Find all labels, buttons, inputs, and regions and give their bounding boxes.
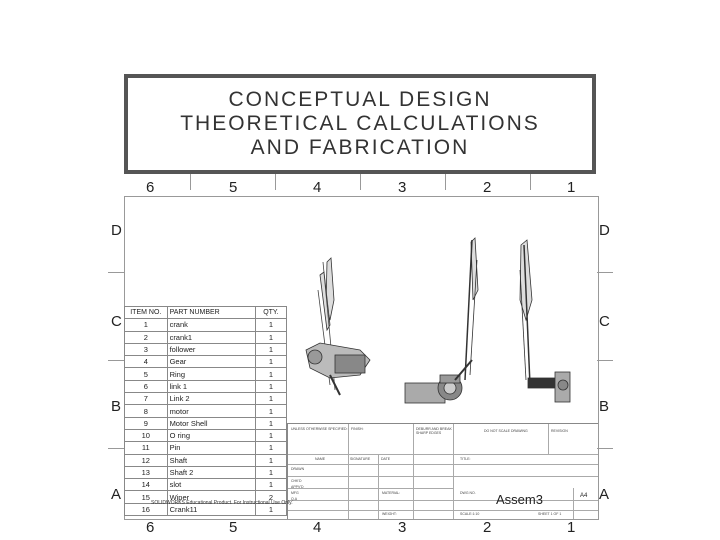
zone-col-top-6: 6 <box>146 179 155 196</box>
zone-col-bottom-5: 5 <box>229 519 238 536</box>
bom-part-number: Motor Shell <box>167 417 255 429</box>
bom-qty: 1 <box>255 380 286 392</box>
tb-revision: REVISION <box>551 429 568 433</box>
tb-divider <box>288 500 598 501</box>
tb-sheet: SHEET 1 OF 1 <box>538 512 562 516</box>
tb-title-label: TITLE: <box>460 457 471 461</box>
title-line-3: AND FABRICATION <box>250 136 470 159</box>
zone-col-bottom-3: 3 <box>398 519 407 536</box>
tb-mfg: MFG <box>291 491 299 495</box>
bom-part-number: Link 2 <box>167 393 255 405</box>
bom-qty: 1 <box>255 429 286 441</box>
tb-divider <box>378 454 379 519</box>
tb-deburr: DEBURR AND BREAK SHARP EDGES <box>416 427 452 435</box>
bom-qty: 1 <box>255 466 286 478</box>
bom-item-no: 9 <box>125 417 168 429</box>
bom-qty: 1 <box>255 393 286 405</box>
tb-dwg-no: DWG NO. <box>460 491 476 495</box>
bom-row <box>125 454 287 466</box>
bom-row <box>125 331 287 343</box>
tb-drawn: DRAWN <box>291 467 305 471</box>
zone-col-bottom-4: 4 <box>313 519 322 536</box>
bom-qty: 1 <box>255 368 286 380</box>
zone-row-right-B: B <box>599 398 610 415</box>
tb-qa: Q.A <box>291 497 298 501</box>
tb-date: DATE <box>381 457 391 461</box>
bom-part-number: follower <box>167 343 255 355</box>
bom-row <box>125 393 287 405</box>
bom-part-number: Crank11 <box>167 503 255 515</box>
bom-item-no: 11 <box>125 442 168 454</box>
tb-divider <box>548 424 549 454</box>
bom-part-number: crank <box>167 319 255 331</box>
tb-scale: SCALE:1:10 <box>460 512 480 516</box>
tb-divider <box>288 510 598 511</box>
bom-row <box>125 380 287 392</box>
bom-qty: 1 <box>255 405 286 417</box>
tb-signature: SIGNATURE <box>350 457 371 461</box>
tb-chkd: CHK'D <box>291 479 302 483</box>
bom-row <box>125 368 287 380</box>
bom-item-no: 5 <box>125 368 168 380</box>
bom-item-no: 16 <box>125 503 168 515</box>
bom-part-number: Ring <box>167 368 255 380</box>
title-block <box>287 423 598 519</box>
bom-item-no: 3 <box>125 343 168 355</box>
bom-part-number: O ring <box>167 429 255 441</box>
zone-row-left-A: A <box>111 486 122 503</box>
bom-item-no: 7 <box>125 393 168 405</box>
zone-row-right-D: D <box>599 222 610 239</box>
zone-row-left-C: C <box>111 313 122 330</box>
isometric-view-left <box>306 258 370 395</box>
bom-item-no: 6 <box>125 380 168 392</box>
bom-row <box>125 466 287 478</box>
bom-row <box>125 442 287 454</box>
tb-divider <box>453 424 454 519</box>
bom-row <box>125 343 287 355</box>
bom-part-number: motor <box>167 405 255 417</box>
zone-col-top-3: 3 <box>398 179 407 196</box>
bom-item-no: 13 <box>125 466 168 478</box>
bom-header-qty: QTY. <box>255 307 286 319</box>
zone-col-top-2: 2 <box>483 179 492 196</box>
bom-qty: 1 <box>255 331 286 343</box>
bom-header-item: ITEM NO. <box>125 307 168 319</box>
bom-qty: 1 <box>255 343 286 355</box>
bom-row <box>125 356 287 368</box>
tb-divider <box>288 488 453 489</box>
bom-part-number: Shaft 2 <box>167 466 255 478</box>
bom-qty: 1 <box>255 503 286 515</box>
bom-item-no: 14 <box>125 479 168 491</box>
bom-qty: 1 <box>255 319 286 331</box>
bom-qty: 1 <box>255 479 286 491</box>
tb-divider <box>573 488 574 519</box>
tb-divider <box>413 424 414 519</box>
bom-part-number: link 1 <box>167 380 255 392</box>
bom-item-no: 2 <box>125 331 168 343</box>
tb-divider <box>288 476 598 477</box>
side-view-middle <box>405 238 478 403</box>
tb-divider <box>288 464 598 465</box>
tb-do-not-scale: DO NOT SCALE DRAWING <box>484 429 528 433</box>
bill-of-materials <box>124 306 287 516</box>
bom-row <box>125 405 287 417</box>
bom-row <box>125 319 287 331</box>
zone-row-left-D: D <box>111 222 122 239</box>
bom-qty: 1 <box>255 356 286 368</box>
sheet-size: A4 <box>580 493 588 499</box>
bom-item-no: 8 <box>125 405 168 417</box>
zone-col-bottom-1: 1 <box>567 519 576 536</box>
zone-row-right-A: A <box>599 486 610 503</box>
bom-item-no: 15 <box>125 491 168 503</box>
bom-item-no: 1 <box>125 319 168 331</box>
zone-row-left-B: B <box>111 398 122 415</box>
tb-name: NAME <box>315 457 326 461</box>
tb-material: MATERIAL: <box>382 491 401 495</box>
tb-appvd: APPV'D <box>291 485 304 489</box>
bom-row <box>125 479 287 491</box>
title-line-1: CONCEPTUAL DESIGN <box>228 88 492 111</box>
bom-part-number: slot <box>167 479 255 491</box>
zone-col-bottom-6: 6 <box>146 519 155 536</box>
bom-item-no: 12 <box>125 454 168 466</box>
bom-header-part: PART NUMBER <box>167 307 255 319</box>
bom-part-number: Gear <box>167 356 255 368</box>
zone-col-top-4: 4 <box>313 179 322 196</box>
tb-weight: WEIGHT: <box>382 512 397 516</box>
bom-part-number: Pin <box>167 442 255 454</box>
tb-finish: FINISH: <box>351 427 364 431</box>
tb-divider <box>348 424 349 519</box>
educational-watermark: SOLIDWORKS Educational Product. For Instructional Use Only. <box>151 500 293 506</box>
bom-header-row <box>125 307 287 319</box>
zone-col-top-1: 1 <box>567 179 576 196</box>
bom-item-no: 10 <box>125 429 168 441</box>
bom-part-number: Shaft <box>167 454 255 466</box>
bom-part-number: crank1 <box>167 331 255 343</box>
drawing-name: Assem3 <box>496 492 543 507</box>
title-line-2: THEORETICAL CALCULATIONS <box>180 112 540 135</box>
front-view-right <box>520 240 570 402</box>
bom-qty: 1 <box>255 454 286 466</box>
zone-col-bottom-2: 2 <box>483 519 492 536</box>
tb-unless-note: UNLESS OTHERWISE SPECIFIED: <box>291 427 348 431</box>
bom-qty: 1 <box>255 442 286 454</box>
bom-qty: 2 <box>255 491 286 503</box>
bom-item-no: 4 <box>125 356 168 368</box>
zone-col-top-5: 5 <box>229 179 238 196</box>
bom-row <box>125 417 287 429</box>
bom-row <box>125 429 287 441</box>
bom-part-number: Wiper <box>167 491 255 503</box>
bom-qty: 1 <box>255 417 286 429</box>
tb-divider <box>288 454 598 455</box>
zone-row-right-C: C <box>599 313 610 330</box>
